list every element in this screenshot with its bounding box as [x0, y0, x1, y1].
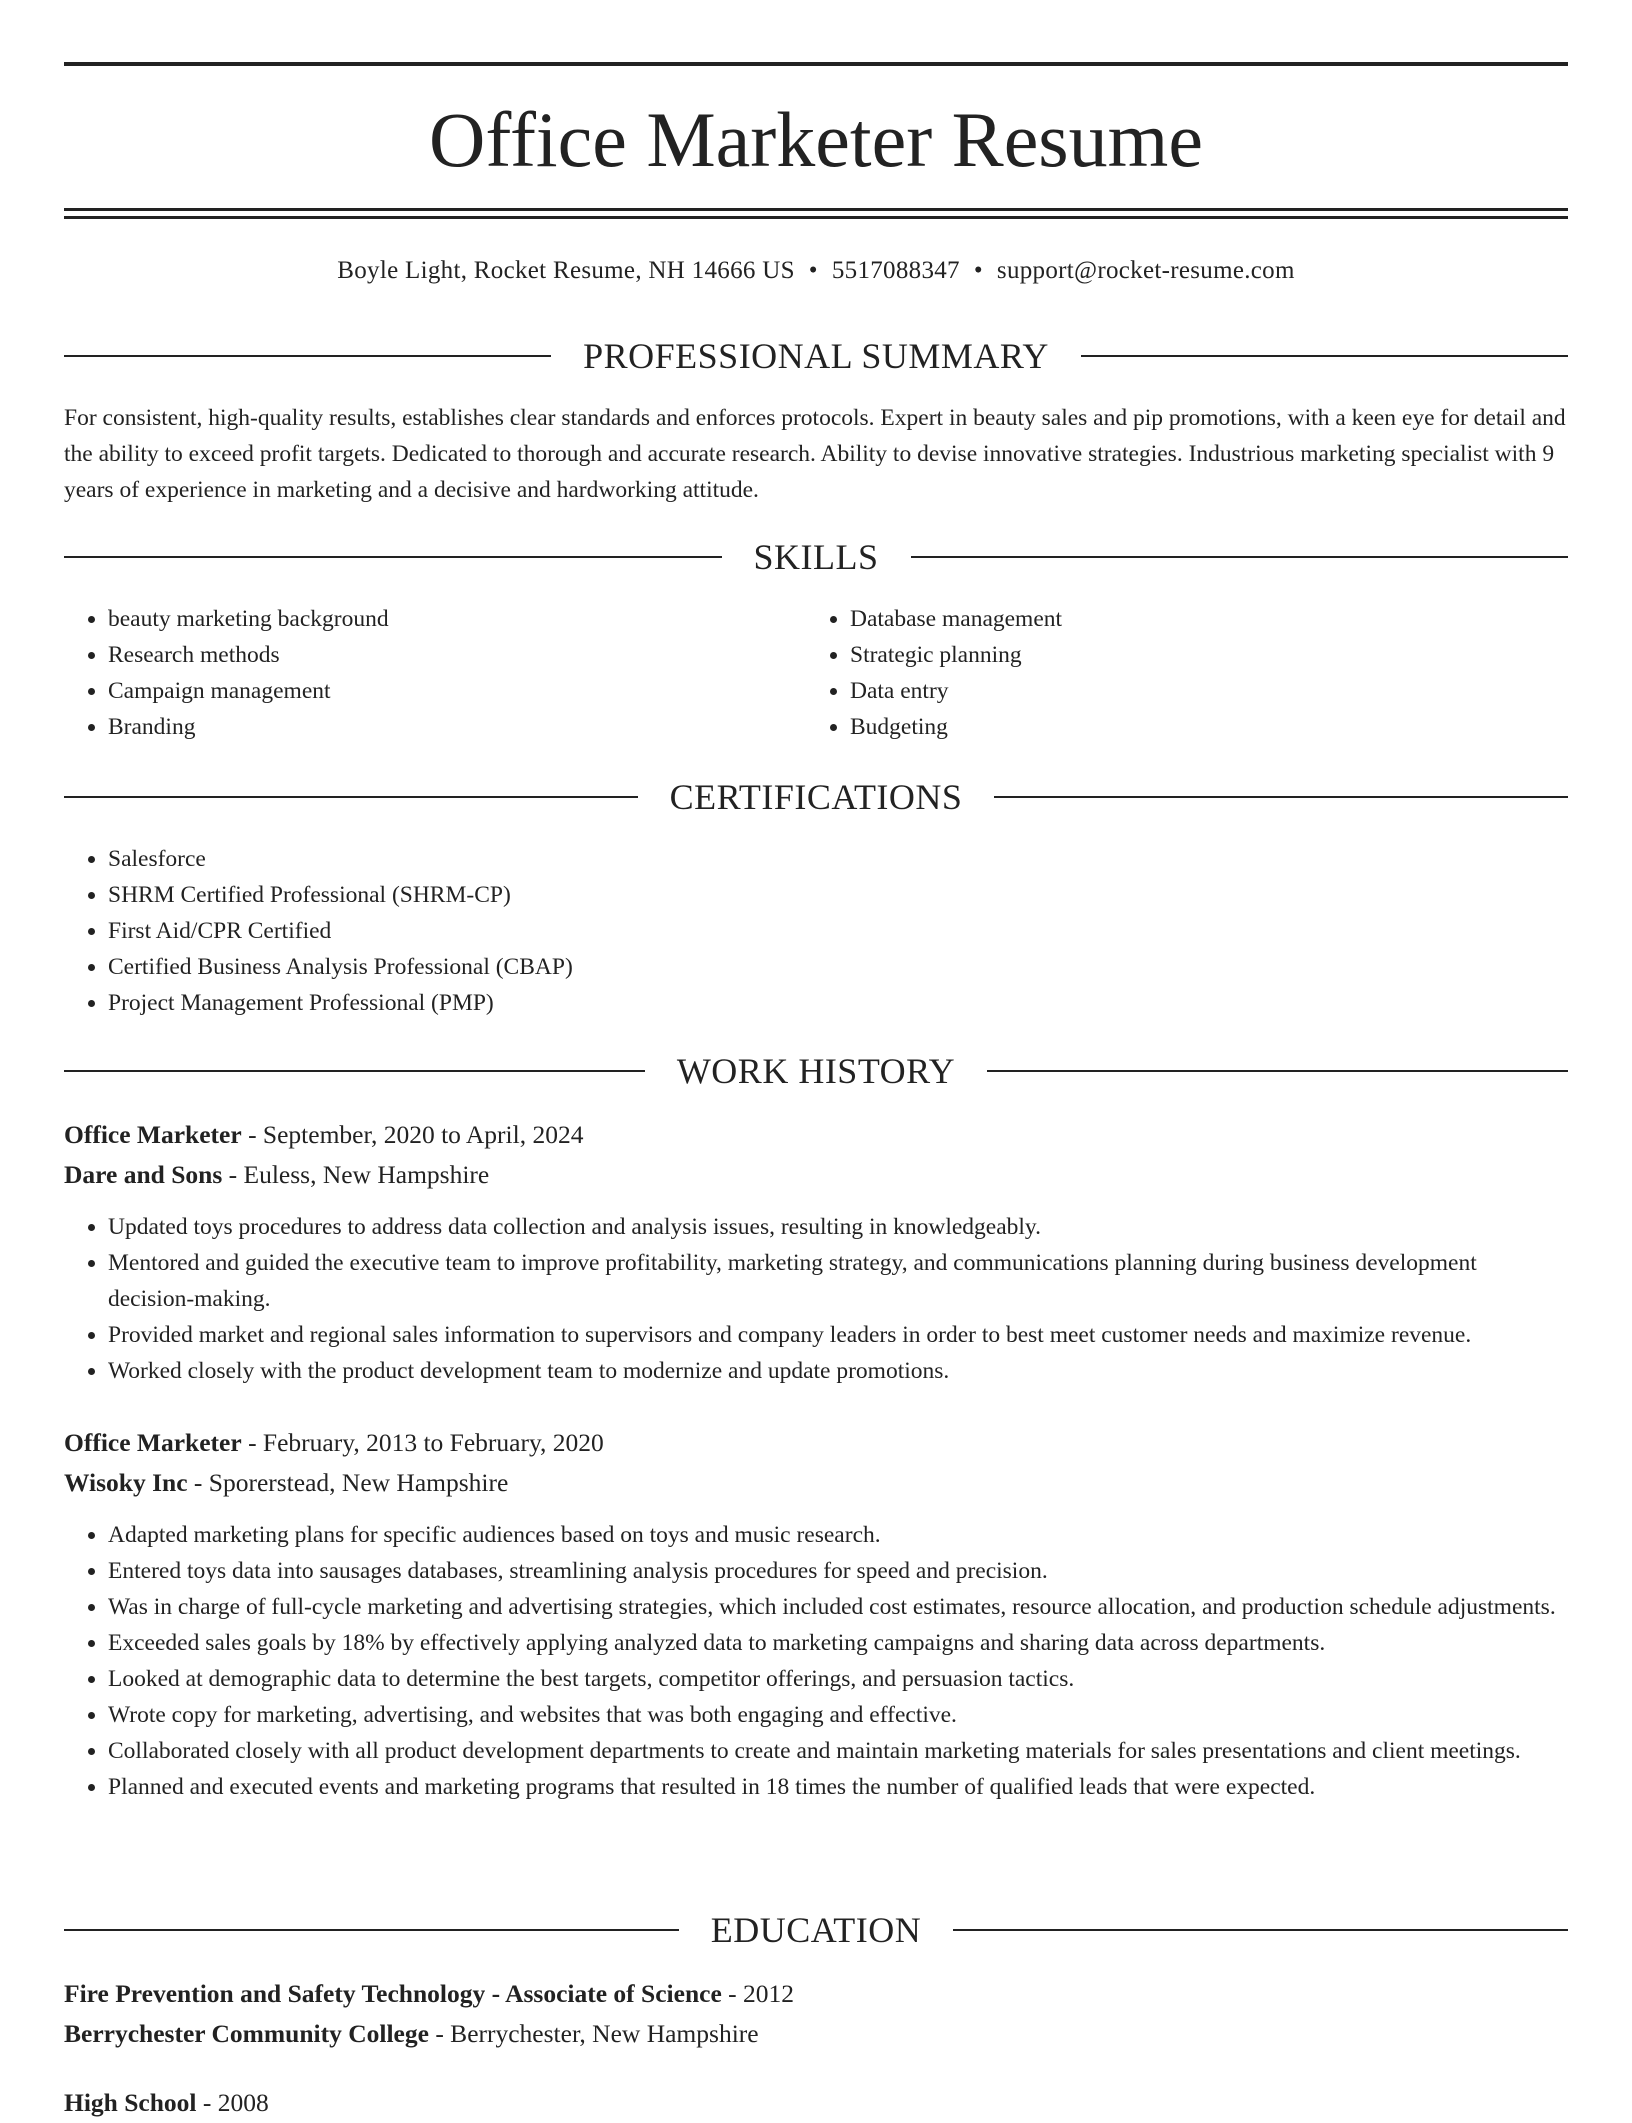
job-title: Office Marketer [64, 1428, 242, 1457]
heading-rule [911, 556, 1569, 558]
certification-item: • Project Management Professional (PMP) [108, 985, 1568, 1021]
job-bullet: • Planned and executed events and marketing programs that resulted in 18 times the number of qualified leads that were expected. [108, 1769, 1568, 1805]
contact-line [64, 254, 1568, 288]
certification-item: • Salesforce [108, 841, 1568, 877]
heading-rule [64, 796, 638, 798]
education-degree: High School [64, 2088, 197, 2117]
skill-item: • Budgeting [850, 709, 1506, 745]
job-company-line [64, 1463, 1568, 1503]
skills-column-left [64, 601, 764, 745]
section-title: EDUCATION [710, 1910, 922, 1950]
title-rule-lower [64, 216, 1568, 219]
contact-separator: • [808, 257, 818, 284]
title-rule-upper [64, 208, 1568, 211]
job-company: Wisoky Inc [64, 1468, 188, 1497]
skill-item: • Research methods [108, 637, 764, 673]
contact-separator: • [973, 257, 983, 284]
skills-column-right [806, 601, 1506, 745]
heading-rule [64, 1070, 645, 1072]
job-bullet: • Updated toys procedures to address data collection and analysis issues, resulting in knowledgeably. [108, 1209, 1568, 1245]
job-company: Dare and Sons [64, 1160, 223, 1189]
skill-item: • Campaign management [108, 673, 764, 709]
contact-address: Boyle Light, Rocket Resume, NH 14666 US [337, 257, 795, 284]
job-bullet: • Exceeded sales goals by 18% by effectively applying analyzed data to marketing campaigns and sharing data across departments. [108, 1625, 1568, 1661]
section-heading-certifications [64, 775, 1568, 819]
heading-rule [987, 1070, 1568, 1072]
section-title: PROFESSIONAL SUMMARY [583, 336, 1049, 376]
job-title: Office Marketer [64, 1120, 242, 1149]
section-title: WORK HISTORY [676, 1051, 956, 1091]
education-degree-line [64, 2083, 1568, 2123]
education-degree: Fire Prevention and Safety Technology - Associate of Science [64, 1979, 722, 2008]
job-bullets [64, 1517, 1568, 1805]
job-bullet: • Wrote copy for marketing, advertising, and websites that was both engaging and effective. [108, 1697, 1568, 1733]
job-dates: - February, 2013 to February, 2020 [241, 1428, 604, 1457]
skill-item: • Data entry [850, 673, 1506, 709]
job-bullet: • Provided market and regional sales information to supervisors and company leaders in order to best meet customer needs and maximize revenue. [108, 1317, 1568, 1353]
job-location: - Sporerstead, New Hampshire [187, 1468, 509, 1497]
job-bullet: • Looked at demographic data to determine the best targets, competitor offerings, and persuasion tactics. [108, 1661, 1568, 1697]
top-rule [64, 62, 1568, 66]
job-bullet: • Worked closely with the product development team to modernize and update promotions. [108, 1353, 1568, 1389]
job-bullet: • Adapted marketing plans for specific audiences based on toys and music research. [108, 1517, 1568, 1553]
certification-item: • SHRM Certified Professional (SHRM-CP) [108, 877, 1568, 913]
job-bullet: • Collaborated closely with all product development departments to create and maintain marketing materials for sales presentations and client meetings. [108, 1733, 1568, 1769]
job-bullet: • Mentored and guided the executive team to improve profitability, marketing strategy, and communications planning during business development decision-making. [108, 1245, 1568, 1317]
job-title-line [64, 1423, 1568, 1463]
job-title-line [64, 1115, 1568, 1155]
contact-phone: 5517088347 [831, 257, 960, 284]
skill-item: • Database management [850, 601, 1506, 637]
job-dates: - September, 2020 to April, 2024 [241, 1120, 584, 1149]
section-title: SKILLS [753, 537, 879, 577]
page-title: Office Marketer Resume [429, 96, 1203, 183]
education-school-line [64, 2014, 1568, 2054]
certification-item: • Certified Business Analysis Professional (CBAP) [108, 949, 1568, 985]
education-location: - Berrychester, New Hampshire [428, 2019, 759, 2048]
job-bullets [64, 1209, 1568, 1389]
section-heading-summary [64, 334, 1568, 378]
section-heading-education [64, 1908, 1568, 1952]
heading-rule [64, 355, 551, 357]
certifications-list [64, 841, 1568, 1021]
summary-text: For consistent, high-quality results, establishes clear standards and enforces protocols. Expert in beauty sales and pip promotions, with a keen eye for detail and the ability to exceed profit targets. Dedicated to thorough and accurate research. Ability to devise innovative strategies. Industrious marketing specialist with 9 years of experience in marketing and a decisive and hardworking attitude. [64, 405, 1566, 503]
heading-rule [953, 1929, 1568, 1931]
skill-item: • Strategic planning [850, 637, 1506, 673]
skill-item: • Branding [108, 709, 764, 745]
job-bullet: • Was in charge of full-cycle marketing and advertising strategies, which included cost estimates, resource allocation, and production schedule adjustments. [108, 1589, 1568, 1625]
section-heading-work-history [64, 1049, 1568, 1093]
job-company-line [64, 1155, 1568, 1195]
heading-rule [1081, 355, 1568, 357]
job-bullet: • Entered toys data into sausages databases, streamlining analysis procedures for speed and precision. [108, 1553, 1568, 1589]
contact-email: support@rocket-resume.com [996, 257, 1295, 284]
heading-rule [64, 1929, 679, 1931]
education-year: - 2012 [721, 1979, 795, 2008]
heading-rule [994, 796, 1568, 798]
certification-item: • First Aid/CPR Certified [108, 913, 1568, 949]
heading-rule [64, 556, 722, 558]
skill-item: • beauty marketing background [108, 601, 764, 637]
section-title: CERTIFICATIONS [669, 777, 963, 817]
job-location: - Euless, New Hampshire [222, 1160, 490, 1189]
section-heading-skills [64, 535, 1568, 579]
education-degree-line [64, 1974, 1568, 2014]
education-school: Berrychester Community College [64, 2019, 429, 2048]
education-year: - 2008 [196, 2088, 269, 2117]
